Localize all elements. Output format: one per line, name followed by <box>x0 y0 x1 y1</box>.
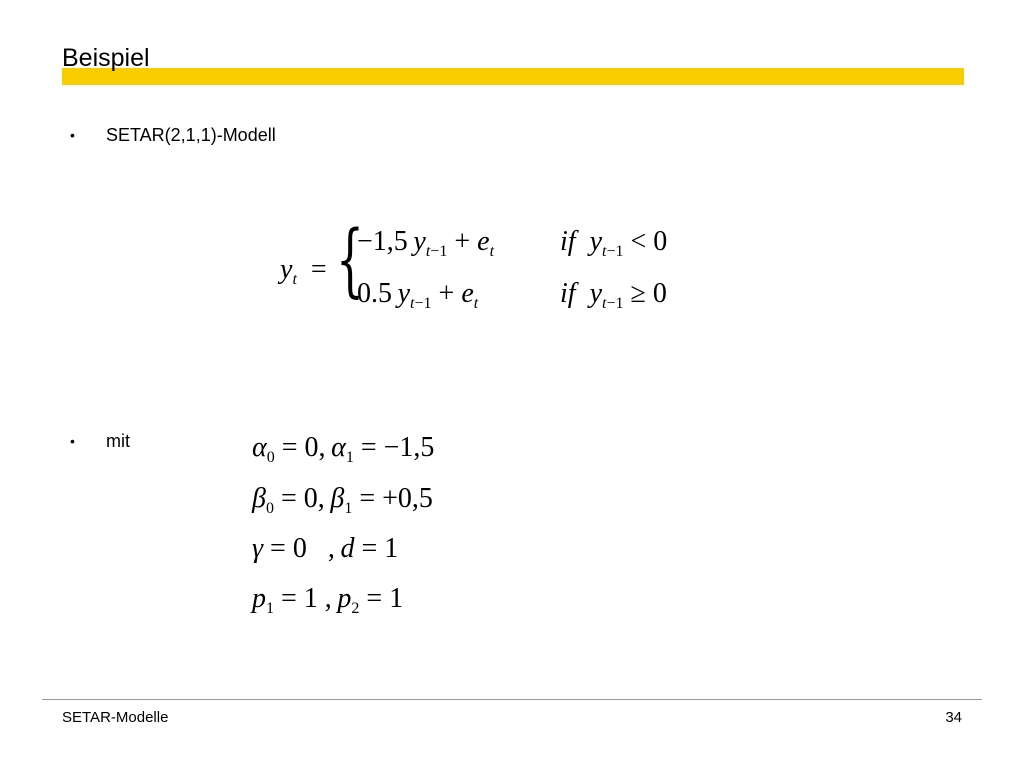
alpha-equation: $\alpha_0 = 0$, $\alpha_1 = -1,5$ <box>252 432 435 466</box>
footer-rule <box>42 699 982 700</box>
equation-case-2: 0.5 $y_{t-1} + e_t$ <box>357 278 479 312</box>
equation-cond-1: if $y_{t-1} < 0$ <box>560 226 668 260</box>
gamma-d-equation: γ = 0 , d = 1 <box>252 533 399 564</box>
bullet-marker: • <box>70 127 75 143</box>
bullet-text: mit <box>106 431 130 451</box>
page-number: 34 <box>945 709 962 726</box>
footer-title: SETAR-Modelle <box>62 709 169 726</box>
equation-lhs: $y_t$ = <box>280 254 327 288</box>
equation-cond-2: if $y_{t-1} \ge 0$ <box>560 278 667 312</box>
equation-brace: { <box>336 213 364 306</box>
p-equation: $p_1 = 1$ , $p_2 = 1$ <box>252 583 404 617</box>
equation-case-1: −1,5 $y_{t-1} + e_t$ <box>357 226 495 260</box>
title-underline-bar <box>62 68 964 85</box>
slide-title: Beispiel <box>62 44 150 72</box>
beta-equation: $\beta_0 = 0$, $\beta_1 = +0,5$ <box>252 483 433 517</box>
bullet-text: SETAR(2,1,1)-Modell <box>106 125 276 145</box>
bullet-marker: • <box>70 433 75 449</box>
